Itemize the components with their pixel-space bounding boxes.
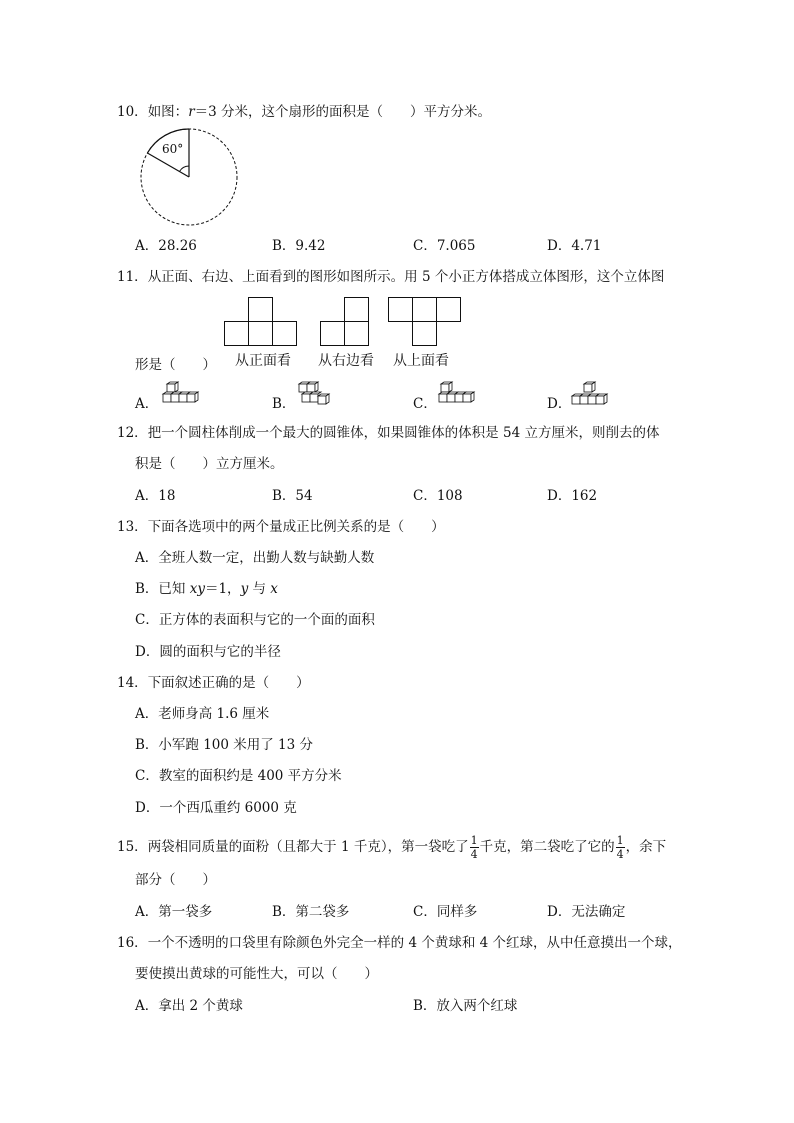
q14-option-d[interactable]: D．一个西瓜重约 6000 克 [135, 800, 297, 816]
q13-option-b-pre: B．已知 [135, 581, 190, 597]
q14-stem-text: 下面叙述正确的是（ ） [147, 675, 310, 691]
q12-stem-line2: 积是（ ）立方厘米。 [135, 456, 284, 472]
angle-label: 60° [162, 142, 184, 156]
q10-stem-pre: 如图： [147, 104, 189, 120]
q10-var-r: r [188, 104, 195, 120]
q11-stem-line2: 形是（ ） [135, 357, 216, 373]
q15-stem-c: ，余下 [625, 839, 667, 855]
q10-option-a[interactable]: A．28.26 [135, 238, 197, 254]
q12-number: 12． [117, 425, 148, 441]
q13-option-b-mid2: 与 [248, 581, 271, 597]
q14-option-a[interactable]: A．老师身高 1.6 厘米 [135, 706, 270, 722]
q13-option-b-mid: ＝1， [204, 581, 241, 597]
right-view-figure [320, 297, 370, 347]
q13-number: 13． [117, 519, 148, 535]
q10-stem-post: ＝3 分米，这个扇形的面积是（ ）平方分米。 [194, 104, 492, 120]
front-view-figure [224, 297, 298, 347]
q11-option-c-label: C． [413, 396, 437, 412]
q11-option-b-label: B． [272, 396, 296, 412]
q16-stem-line2: 要使摸出黄球的可能性大，可以（ ） [135, 966, 378, 982]
q11-number: 11． [117, 269, 148, 285]
q15-option-b[interactable]: B．第二袋多 [272, 904, 350, 920]
q13-option-b[interactable] [135, 583, 278, 597]
q15-option-c[interactable]: C．同样多 [413, 904, 478, 920]
q12-option-b[interactable]: B．54 [272, 488, 313, 504]
q12-stem-line1 [117, 427, 659, 441]
q15-option-a[interactable]: A．第一袋多 [135, 904, 213, 920]
q16-option-a[interactable]: A．拿出 2 个黄球 [135, 998, 243, 1014]
q12-stem-text: 把一个圆柱体削成一个最大的圆锥体，如果圆锥体的体积是 54 立方厘米，则削去的体 [147, 425, 660, 441]
q11-option-d-cubes [570, 380, 610, 410]
sector-diagram [134, 127, 244, 231]
q16-stem-line1 [117, 937, 682, 951]
q15-fraction-2 [616, 835, 625, 860]
q11-option-b[interactable] [272, 398, 295, 412]
q11-stem-text: 从正面、右边、上面看到的图形如图所示。用 5 个小正方体搭成立体图形，这个立体图 [147, 269, 665, 285]
front-view-label: 从正面看 [235, 353, 291, 369]
q11-stem-line1 [117, 271, 664, 285]
q13-var-y: y [240, 581, 249, 597]
q11-option-a-cubes [161, 382, 203, 412]
q13-option-d[interactable]: D．圆的面积与它的半径 [135, 644, 281, 660]
q15-fraction-1 [470, 835, 479, 860]
q12-option-c[interactable]: C．108 [413, 488, 463, 504]
q16-stem-text: 一个不透明的口袋里有除颜色外完全一样的 4 个黄球和 4 个红球，从中任意摸出一个球， [147, 935, 682, 951]
q13-stem [117, 521, 445, 535]
q16-option-b[interactable]: B．放入两个红球 [413, 998, 518, 1014]
q12-option-a[interactable]: A．18 [135, 488, 176, 504]
q11-option-a[interactable] [135, 398, 158, 412]
q10-option-d[interactable]: D．4.71 [547, 238, 602, 254]
q11-option-b-cubes [296, 380, 336, 410]
q15-stem-line2: 部分（ ） [135, 872, 216, 888]
q15-stem-b: 千克，第二袋吃了它的 [479, 839, 615, 855]
q12-option-d[interactable]: D．162 [547, 488, 598, 504]
q10-number: 10． [117, 104, 148, 120]
top-view-figure [388, 297, 462, 347]
q11-option-c-cubes [437, 382, 481, 412]
q15-frac1-num: 1 [470, 834, 478, 847]
top-view-label: 从上面看 [393, 353, 449, 369]
q14-number: 14． [117, 675, 148, 691]
q11-option-a-label: A． [135, 396, 159, 412]
q14-option-b[interactable]: B．小军跑 100 米用了 13 分 [135, 737, 314, 753]
q13-option-a[interactable]: A．全班人数一定，出勤人数与缺勤人数 [135, 550, 375, 566]
q14-stem [117, 677, 310, 691]
q15-option-d[interactable]: D．无法确定 [547, 904, 626, 920]
q15-frac1-den: 4 [470, 848, 478, 861]
q10-stem [117, 106, 491, 120]
q13-var-xy: xy [189, 581, 205, 597]
q15-stem-a: 两袋相同质量的面粉（且都大于 1 千克），第一袋吃了 [147, 839, 469, 855]
q13-option-c[interactable]: C．正方体的表面积与它的一个面的面积 [135, 612, 375, 628]
q15-number: 15． [117, 839, 148, 855]
right-view-label: 从右边看 [318, 353, 374, 369]
q15-frac2-num: 1 [616, 834, 624, 847]
q11-option-d-label: D． [547, 396, 572, 412]
q15-frac2-den: 4 [616, 848, 624, 861]
q13-var-x: x [270, 581, 278, 597]
q14-option-c[interactable]: C．教室的面积约是 400 平方分米 [135, 768, 342, 784]
q16-number: 16． [117, 935, 148, 951]
q10-option-b[interactable]: B．9.42 [272, 238, 326, 254]
q11-option-d[interactable] [547, 398, 571, 412]
q11-option-c[interactable] [413, 398, 437, 412]
q10-option-c[interactable]: C．7.065 [413, 238, 476, 254]
q15-stem-line1 [117, 830, 666, 864]
q13-stem-text: 下面各选项中的两个量成正比例关系的是（ ） [147, 519, 445, 535]
